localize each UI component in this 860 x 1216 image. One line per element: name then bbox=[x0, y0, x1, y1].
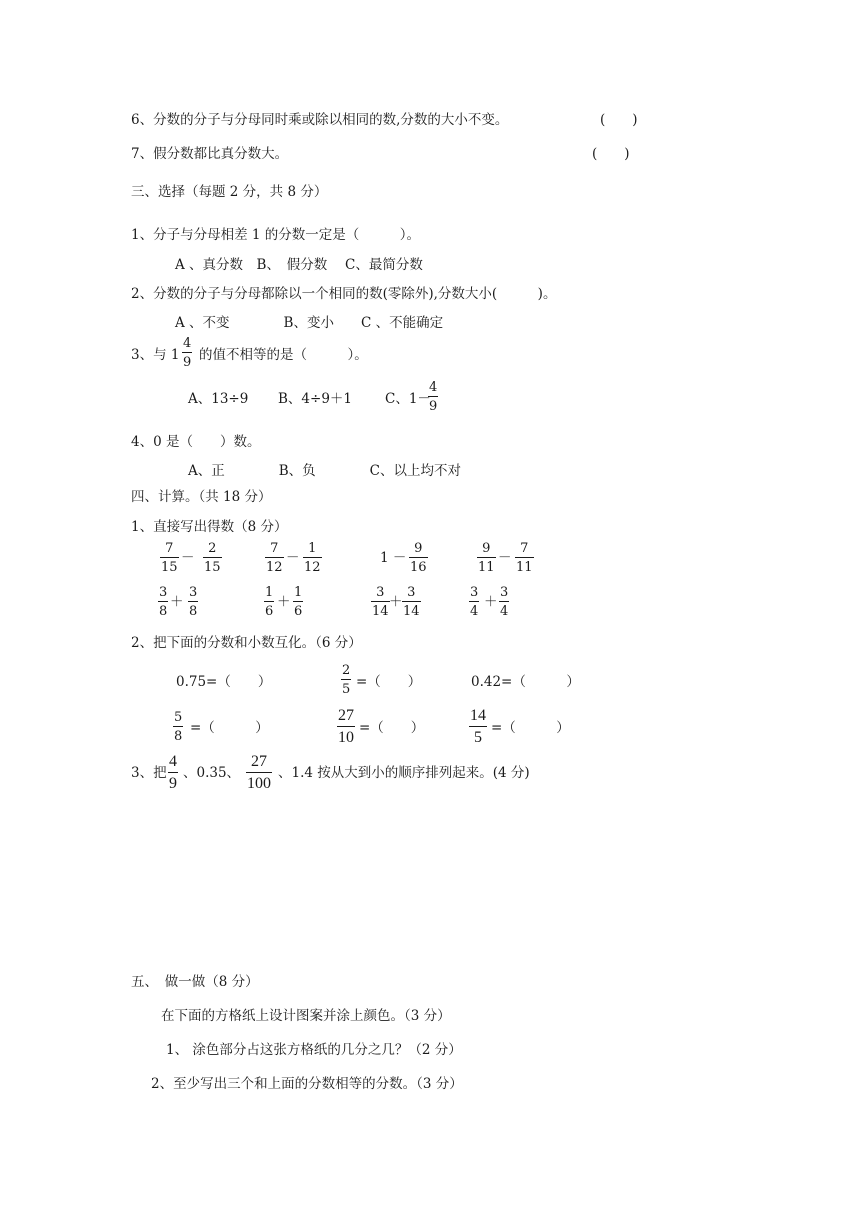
fraction-numerator: 3 bbox=[189, 585, 198, 600]
section4-title: 四、计算。（共 18 分） bbox=[131, 489, 272, 505]
calc-r2c1-fraction-b bbox=[188, 586, 198, 618]
calc-r1c3-lead: 1 － bbox=[380, 550, 407, 566]
fraction-numerator: 3 bbox=[470, 585, 479, 600]
fraction-numerator: 14 bbox=[470, 707, 486, 724]
section3-q4-text: 4、0 是（ ）数。 bbox=[131, 434, 261, 450]
section4-sub2-title: 2、把下面的分数和小数互化。（6 分） bbox=[131, 635, 362, 651]
section4-sub1-title: 1、直接写出得数（8 分） bbox=[131, 519, 288, 535]
section3-q3-prefix: 3、与 1 bbox=[131, 347, 180, 363]
convert-item-5-fraction bbox=[337, 708, 355, 746]
fraction-numerator: 3 bbox=[500, 585, 509, 600]
fraction-numerator: 7 bbox=[270, 541, 279, 556]
calc-r2c4-operator: ＋ bbox=[484, 594, 498, 610]
calc-r1c1-fraction-b bbox=[203, 542, 222, 574]
calc-r1c1-operator: － bbox=[181, 550, 195, 566]
fraction-denominator: 10 bbox=[338, 729, 354, 746]
section3-q3-option-b: B、4÷9＋1 bbox=[278, 391, 352, 407]
judgment-q7-answer-blank[interactable]: ( ) bbox=[592, 146, 630, 162]
fraction-numerator: 5 bbox=[174, 710, 183, 725]
convert-item-4-answer: =（ ） bbox=[190, 720, 269, 736]
section3-q2-text: 2、分数的分子与分母都除以一个相同的数(零除外),分数大小( )。 bbox=[131, 286, 557, 302]
calc-r2c2-operator: ＋ bbox=[277, 594, 291, 610]
fraction-numerator: 27 bbox=[338, 707, 354, 724]
section3-q4-options: A、正 B、负 C、以上均不对 bbox=[188, 463, 461, 479]
fraction-denominator: 5 bbox=[474, 729, 482, 746]
calc-r1c2-operator: － bbox=[286, 550, 300, 566]
calc-r2c3-operator: ＋ bbox=[389, 594, 403, 610]
section3-title: 三、选择（每题 2 分，共 8 分） bbox=[131, 184, 328, 200]
judgment-q6-answer-blank[interactable]: ( ) bbox=[600, 112, 638, 128]
fraction-denominator: 15 bbox=[161, 560, 178, 575]
section3-q3-option-c-fraction bbox=[428, 381, 438, 413]
section3-q3-option-a: A、13÷9 bbox=[188, 391, 249, 407]
fraction-numerator: 3 bbox=[407, 585, 416, 600]
calc-r1c4-fraction-a bbox=[477, 542, 496, 574]
fraction-denominator: 8 bbox=[159, 604, 168, 619]
convert-item-2-fraction bbox=[341, 664, 351, 696]
section5-title: 五、 做一做（8 分） bbox=[131, 974, 259, 990]
fraction-denominator: 16 bbox=[410, 560, 427, 575]
calc-r2c3-fraction-a bbox=[371, 586, 390, 618]
section3-q3-suffix: 的值不相等的是（ ）。 bbox=[199, 347, 368, 363]
fraction-denominator: 9 bbox=[183, 355, 192, 370]
calc-r2c1-fraction-a bbox=[158, 586, 168, 618]
fraction-numerator: 4 bbox=[429, 380, 438, 395]
section4-sub3-fraction-2 bbox=[246, 754, 272, 792]
section3-q2-options: A 、不变 B、变小 C 、不能确定 bbox=[175, 315, 444, 331]
fraction-numerator: 27 bbox=[251, 753, 267, 770]
fraction-denominator: 14 bbox=[372, 604, 389, 619]
convert-item-2-answer: =（ ） bbox=[356, 674, 422, 690]
fraction-numerator: 2 bbox=[342, 663, 351, 678]
fraction-numerator: 4 bbox=[183, 336, 192, 351]
fraction-denominator: 9 bbox=[429, 399, 438, 414]
section3-q3-mixed-fraction bbox=[182, 337, 192, 369]
fraction-denominator: 11 bbox=[478, 560, 495, 575]
calc-r1c2-fraction-a bbox=[265, 542, 284, 574]
convert-item-5-answer: =（ ） bbox=[359, 720, 425, 736]
fraction-numerator: 1 bbox=[265, 585, 274, 600]
calc-r1c2-fraction-b bbox=[303, 542, 322, 574]
fraction-denominator: 15 bbox=[204, 560, 221, 575]
fraction-numerator: 3 bbox=[376, 585, 385, 600]
section3-q1-text: 1、分子与分母相差 1 的分数一定是（ ）。 bbox=[131, 227, 421, 243]
fraction-denominator: 5 bbox=[342, 682, 351, 697]
section4-sub3-fraction-1 bbox=[168, 754, 178, 792]
convert-item-6-answer: =（ ） bbox=[491, 720, 570, 736]
section5-q2: 2、至少写出三个和上面的分数相等的分数。（3 分） bbox=[151, 1076, 463, 1092]
fraction-numerator: 1 bbox=[308, 541, 317, 556]
fraction-denominator: 100 bbox=[247, 775, 271, 792]
judgment-q6-text: 6、分数的分子与分母同时乘或除以相同的数,分数的大小不变。 bbox=[131, 112, 509, 128]
section3-q3-option-c: C、1－ bbox=[385, 391, 431, 407]
fraction-numerator: 7 bbox=[165, 541, 174, 556]
calc-r1c3-fraction-b bbox=[409, 542, 428, 574]
fraction-denominator: 9 bbox=[169, 775, 177, 792]
fraction-numerator: 1 bbox=[294, 585, 303, 600]
convert-item-1: 0.75=（ ） bbox=[176, 674, 272, 690]
section5-intro: 在下面的方格纸上设计图案并涂上颜色。（3 分） bbox=[161, 1008, 451, 1024]
calc-r2c1-operator: ＋ bbox=[170, 594, 184, 610]
calc-r1c1-fraction-a bbox=[160, 542, 179, 574]
fraction-denominator: 11 bbox=[516, 560, 533, 575]
judgment-q7-text: 7、假分数都比真分数大。 bbox=[131, 146, 289, 162]
fraction-denominator: 8 bbox=[174, 729, 183, 744]
calc-r2c3-fraction-b bbox=[402, 586, 421, 618]
fraction-denominator: 12 bbox=[304, 560, 321, 575]
fraction-numerator: 9 bbox=[414, 541, 423, 556]
fraction-denominator: 12 bbox=[266, 560, 283, 575]
section5-q1: 1、 涂色部分占这张方格纸的几分之几？（2 分） bbox=[166, 1042, 462, 1058]
fraction-denominator: 8 bbox=[189, 604, 198, 619]
calc-r2c2-fraction-b bbox=[293, 586, 303, 618]
convert-item-3: 0.42=（ ） bbox=[471, 674, 580, 690]
fraction-denominator: 4 bbox=[500, 604, 509, 619]
fraction-denominator: 4 bbox=[470, 604, 479, 619]
calc-r1c4-operator: － bbox=[498, 550, 512, 566]
section4-sub3-prefix: 3、把 bbox=[131, 765, 167, 781]
fraction-numerator: 9 bbox=[482, 541, 491, 556]
section4-sub3-suffix: 、1.4 按从大到小的顺序排列起来。(4 分) bbox=[278, 765, 530, 781]
section3-q1-options: A 、真分数 B、 假分数 C、最简分数 bbox=[175, 257, 423, 273]
fraction-numerator: 4 bbox=[169, 753, 177, 770]
section4-sub3-middle: 、0.35、 bbox=[183, 765, 241, 781]
calc-r2c2-fraction-a bbox=[264, 586, 274, 618]
fraction-numerator: 3 bbox=[159, 585, 168, 600]
convert-item-4-fraction bbox=[173, 711, 183, 743]
calc-r2c4-fraction-b bbox=[499, 586, 509, 618]
fraction-denominator: 14 bbox=[403, 604, 420, 619]
fraction-numerator: 2 bbox=[208, 541, 217, 556]
fraction-denominator: 6 bbox=[265, 604, 274, 619]
fraction-denominator: 6 bbox=[294, 604, 303, 619]
fraction-numerator: 7 bbox=[520, 541, 529, 556]
convert-item-6-fraction bbox=[469, 708, 487, 746]
calc-r2c4-fraction-a bbox=[469, 586, 479, 618]
calc-r1c4-fraction-b bbox=[515, 542, 534, 574]
